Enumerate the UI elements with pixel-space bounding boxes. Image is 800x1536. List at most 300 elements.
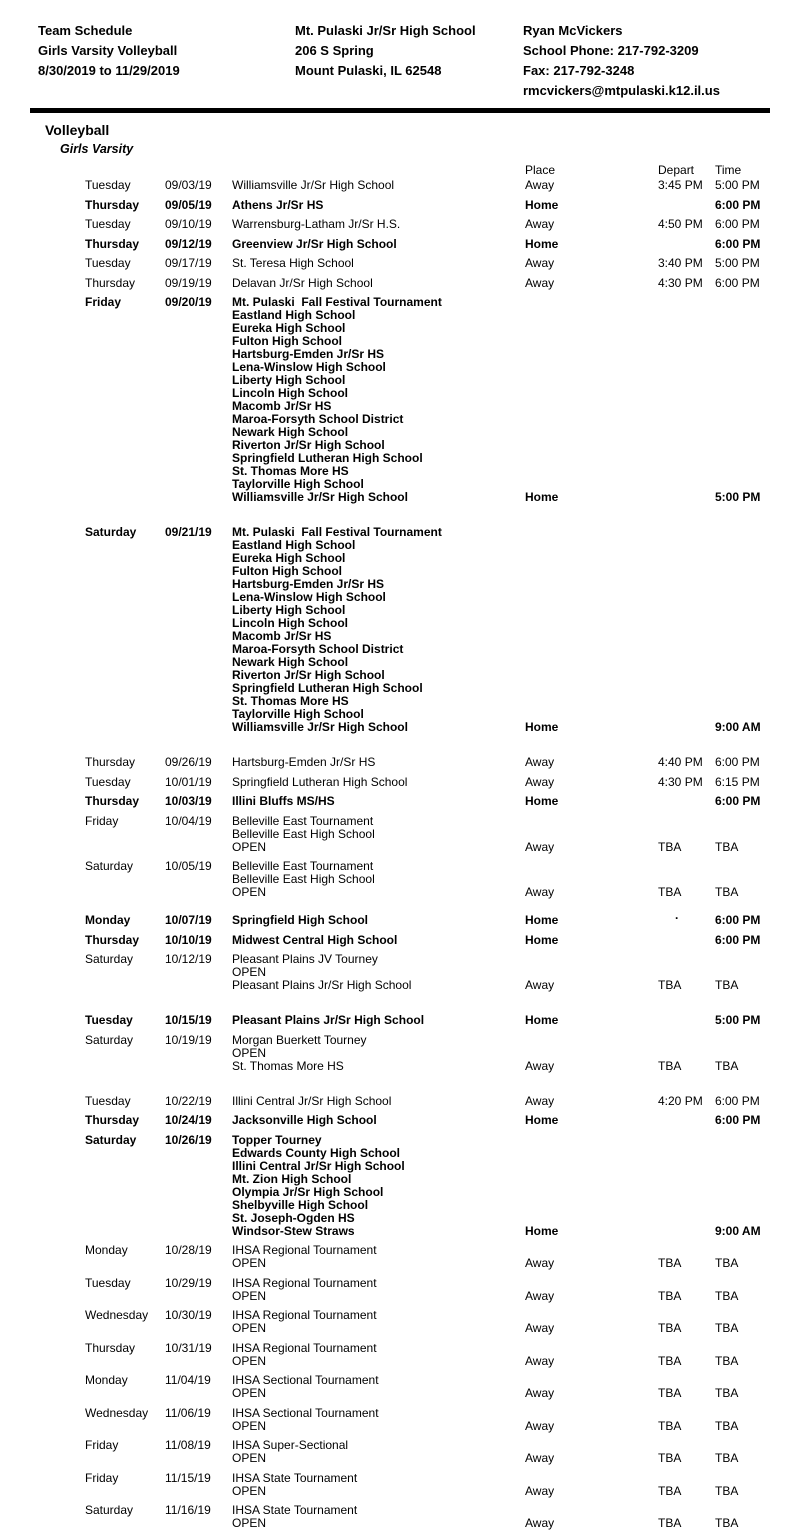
row-opponents	[232, 1114, 525, 1127]
opponent-line: Jacksonville High School	[232, 1113, 377, 1127]
opponent-line: OPEN	[232, 1386, 267, 1400]
row-opponents	[232, 1342, 525, 1368]
row-day: Thursday	[85, 275, 136, 290]
schedule-row	[85, 179, 770, 192]
schedule-row	[85, 953, 770, 992]
row-day: Monday	[85, 913, 131, 927]
schedule-row	[85, 795, 770, 808]
row-place: Away	[525, 275, 555, 290]
opponent-line: IHSA Regional Tournament	[232, 1243, 377, 1257]
row-opponents	[232, 934, 525, 947]
opponent-line: Eureka High School	[232, 551, 346, 565]
opponent-line: Springfield Lutheran High School	[232, 451, 423, 465]
row-place: Away	[525, 1321, 555, 1335]
opponent-line: Topper Tourney	[232, 1132, 322, 1147]
row-opponents	[232, 815, 525, 854]
opponent-line: OPEN	[232, 1516, 267, 1530]
row-time: 9:00 AM	[715, 720, 761, 734]
row-depart: TBA	[658, 1353, 682, 1368]
row-depart: 3:45 PM	[658, 178, 703, 192]
schedule-row	[85, 526, 770, 734]
row-day: Tuesday	[85, 1093, 131, 1108]
row-opponents	[232, 526, 525, 734]
opponent-line: Williamsville Jr/Sr High School	[232, 720, 408, 734]
opponent-line: Springfield Lutheran High School	[232, 774, 408, 789]
opponent-line: Illini Central Jr/Sr High School	[232, 1093, 392, 1108]
row-opponents	[232, 1504, 525, 1530]
row-date: 10/31/19	[165, 1340, 212, 1355]
opponent-line: Eureka High School	[232, 321, 346, 335]
schedule-row	[85, 257, 770, 270]
opponent-line: IHSA Regional Tournament	[232, 1308, 377, 1322]
row-time: 6:00 PM	[715, 236, 761, 251]
row-place: Home	[525, 794, 559, 808]
schedule-row	[85, 1342, 770, 1368]
row-date: 11/15/19	[165, 1470, 211, 1485]
opponent-line: Edwards County High School	[232, 1145, 401, 1160]
row-day: Saturday	[85, 859, 134, 873]
row-day: Saturday	[85, 1503, 134, 1517]
row-day: Thursday	[85, 236, 140, 251]
row-day: Tuesday	[85, 774, 131, 789]
row-place: Away	[525, 1386, 555, 1400]
opponent-line: Belleville East Tournament	[232, 813, 374, 828]
row-day: Tuesday	[85, 256, 131, 270]
opponent-line: Pleasant Plains Jr/Sr High School	[232, 1013, 425, 1027]
row-day: Thursday	[85, 794, 140, 808]
opponent-line: OPEN	[232, 1288, 267, 1303]
row-time: 6:00 PM	[715, 275, 760, 290]
schedule-row	[85, 1407, 770, 1433]
opponent-line: Lincoln High School	[232, 386, 348, 400]
schedule-table	[0, 164, 800, 1530]
row-depart: TBA	[658, 978, 682, 992]
opponent-line: Olympia Jr/Sr High School	[232, 1184, 384, 1199]
schedule-row	[85, 296, 770, 504]
opponent-line: IHSA Sectional Tournament	[232, 1405, 379, 1420]
schedule-row	[85, 1114, 770, 1127]
row-day: Tuesday	[85, 178, 131, 192]
schedule-row	[85, 908, 770, 927]
opponent-line: Hartsburg-Emden Jr/Sr HS	[232, 755, 376, 769]
schedule-row	[85, 1277, 770, 1303]
row-date: 10/29/19	[165, 1275, 212, 1290]
row-place: Away	[525, 1288, 555, 1303]
row-date: 09/10/19	[165, 217, 212, 231]
contact-fax: Fax: 217-792-3248	[523, 63, 635, 78]
row-day: Saturday	[85, 1132, 137, 1147]
row-depart: TBA	[658, 1483, 682, 1498]
row-date: 09/19/19	[165, 275, 212, 290]
opponent-line: Maroa-Forsyth School District	[232, 412, 404, 426]
opponent-line: Midwest Central High School	[232, 932, 398, 947]
schedule-row	[85, 199, 770, 212]
row-place: Home	[525, 236, 559, 251]
opponent-line: Newark High School	[232, 655, 349, 669]
row-time: 9:00 AM	[715, 1223, 761, 1238]
schedule-row	[85, 1309, 770, 1335]
opponent-line: Warrensburg-Latham Jr/Sr H.S.	[232, 217, 401, 231]
row-place: Home	[525, 1223, 559, 1238]
row-day: Saturday	[85, 525, 137, 539]
row-place: Away	[525, 178, 555, 192]
opponent-line: Lincoln High School	[232, 616, 348, 630]
row-place: Away	[525, 1483, 555, 1498]
row-day: Monday	[85, 1243, 128, 1257]
row-depart: 4:40 PM	[658, 755, 703, 769]
opponent-line: Belleville East High School	[232, 872, 375, 886]
row-place: Away	[525, 755, 555, 769]
opponent-line: Delavan Jr/Sr High School	[232, 275, 373, 290]
row-date: 11/04/19	[165, 1373, 211, 1387]
row-date: 10/28/19	[165, 1243, 212, 1257]
schedule-row	[85, 934, 770, 947]
row-opponents	[232, 1407, 525, 1433]
opponent-line: Lena-Winslow High School	[232, 590, 386, 604]
row-date: 11/08/19	[165, 1438, 211, 1452]
row-date: 10/26/19	[165, 1132, 212, 1147]
row-depart: TBA	[658, 1058, 682, 1073]
row-time: 6:00 PM	[715, 217, 760, 231]
row-day: Thursday	[85, 932, 140, 947]
row-place: Away	[525, 217, 555, 231]
row-day: Saturday	[85, 952, 134, 966]
row-day: Thursday	[85, 1340, 136, 1355]
schedule-row	[85, 1504, 770, 1530]
opponent-line: Windsor-Stew Straws	[232, 1223, 355, 1238]
row-place: Away	[525, 1451, 555, 1465]
opponent-line: OPEN	[232, 965, 267, 979]
row-date: 10/24/19	[165, 1113, 212, 1127]
row-time: 6:00 PM	[715, 794, 761, 808]
row-depart: 4:30 PM	[658, 774, 703, 789]
opponent-line: Williamsville Jr/Sr High School	[232, 178, 395, 192]
opponent-line: Belleville East Tournament	[232, 859, 374, 873]
opponent-line: IHSA Sectional Tournament	[232, 1373, 379, 1387]
row-opponents	[232, 1014, 525, 1027]
school-address-block	[295, 21, 523, 101]
opponent-line: IHSA Regional Tournament	[232, 1340, 377, 1355]
row-opponents	[232, 238, 525, 251]
row-time: TBA	[715, 1386, 739, 1400]
row-date: 10/22/19	[165, 1093, 212, 1108]
row-date: 10/10/19	[165, 932, 212, 947]
opponent-line: Pleasant Plains Jr/Sr High School	[232, 978, 412, 992]
opponent-line: OPEN	[232, 1483, 267, 1498]
opponent-line: Springfield Lutheran High School	[232, 681, 423, 695]
row-opponents	[232, 1095, 525, 1108]
contact-name: Ryan McVickers	[523, 23, 623, 38]
row-depart: .	[675, 908, 679, 922]
row-opponents	[232, 1034, 525, 1073]
opponent-line: Maroa-Forsyth School District	[232, 642, 404, 656]
opponent-line: Hartsburg-Emden Jr/Sr HS	[232, 347, 385, 361]
schedule-row	[85, 1244, 770, 1270]
opponent-line: Lena-Winslow High School	[232, 360, 386, 374]
schedule-row	[85, 218, 770, 231]
row-opponents	[232, 1472, 525, 1498]
row-opponents	[232, 860, 525, 899]
opponent-line: IHSA State Tournament	[232, 1503, 358, 1517]
opponent-line: OPEN	[232, 1321, 267, 1335]
row-day: Thursday	[85, 755, 136, 769]
row-time: TBA	[715, 1418, 739, 1433]
opponent-line: Williamsville Jr/Sr High School	[232, 490, 408, 504]
school-city: Mount Pulaski, IL 62548	[295, 63, 442, 78]
row-depart: TBA	[658, 885, 682, 899]
row-opponents	[232, 1374, 525, 1400]
opponent-line: Macomb Jr/Sr HS	[232, 399, 332, 413]
row-day: Saturday	[85, 1032, 134, 1047]
opponent-line: Eastland High School	[232, 538, 356, 552]
row-day: Friday	[85, 1470, 119, 1485]
row-place: Away	[525, 1058, 555, 1073]
opponent-line: Taylorville High School	[232, 707, 364, 721]
row-depart: 4:20 PM	[658, 1093, 703, 1108]
row-date: 09/03/19	[165, 178, 212, 192]
row-place: Home	[525, 913, 559, 927]
row-place: Away	[525, 1353, 555, 1368]
row-date: 11/06/19	[165, 1405, 211, 1420]
opponent-line: OPEN	[232, 1451, 267, 1465]
row-time: TBA	[715, 1321, 739, 1335]
row-place: Home	[525, 1013, 559, 1027]
opponent-line: Liberty High School	[232, 373, 346, 387]
row-place: Away	[525, 1256, 555, 1270]
row-depart: 4:50 PM	[658, 217, 703, 231]
opponent-line: Illini Bluffs MS/HS	[232, 794, 335, 808]
opponent-line: St. Teresa High School	[232, 256, 354, 270]
row-opponents	[232, 218, 525, 231]
row-day: Friday	[85, 1438, 119, 1452]
row-day: Wednesday	[85, 1308, 149, 1322]
opponent-line: St. Thomas More HS	[232, 464, 349, 478]
row-opponents	[232, 179, 525, 192]
sport-title: Volleyball	[45, 122, 110, 138]
row-place: Home	[525, 720, 559, 734]
row-opponents	[232, 1277, 525, 1303]
row-place: Home	[525, 1113, 559, 1127]
row-depart: TBA	[658, 1418, 682, 1433]
row-time: 5:00 PM	[715, 178, 760, 192]
opponent-line: OPEN	[232, 885, 267, 899]
opponent-line: Liberty High School	[232, 603, 346, 617]
row-day: Friday	[85, 295, 122, 309]
opponent-line: IHSA Regional Tournament	[232, 1275, 377, 1290]
opponent-line: St. Thomas More HS	[232, 694, 349, 708]
row-opponents	[232, 296, 525, 504]
opponent-line: Springfield High School	[232, 913, 368, 927]
opponent-line: OPEN	[232, 1353, 267, 1368]
row-time: TBA	[715, 1353, 739, 1368]
team-subtitle: Girls Varsity	[60, 142, 134, 156]
column-headers	[85, 164, 770, 177]
row-place: Away	[525, 256, 555, 270]
opponent-line: Mt. Zion High School	[232, 1171, 352, 1186]
row-date: 10/15/19	[165, 1013, 212, 1027]
row-opponents	[232, 277, 525, 290]
row-date: 10/12/19	[165, 952, 212, 966]
row-depart: TBA	[658, 1321, 682, 1335]
contact-email: rmcvickers@mtpulaski.k12.il.us	[523, 83, 720, 98]
row-time: TBA	[715, 885, 739, 899]
contact-block	[523, 21, 800, 101]
row-place: Home	[525, 932, 559, 947]
row-date: 11/16/19	[165, 1503, 211, 1517]
opponent-line: Macomb Jr/Sr HS	[232, 629, 332, 643]
row-date: 10/07/19	[165, 913, 212, 927]
row-depart: TBA	[658, 1256, 682, 1270]
opponent-line: Taylorville High School	[232, 477, 364, 491]
row-place: Home	[525, 197, 559, 212]
row-date: 09/20/19	[165, 295, 212, 309]
schedule-row	[85, 1034, 770, 1073]
report-team: Girls Varsity Volleyball	[38, 43, 178, 58]
row-depart: TBA	[658, 1288, 682, 1303]
row-date: 10/30/19	[165, 1308, 212, 1322]
row-date: 10/03/19	[165, 794, 212, 808]
schedule-rows	[0, 179, 800, 1530]
schedule-row	[85, 1095, 770, 1108]
opponent-line: IHSA Super-Sectional	[232, 1438, 349, 1452]
row-place: Away	[525, 885, 555, 899]
row-opponents	[232, 1134, 525, 1238]
row-place: Away	[525, 1418, 555, 1433]
row-date: 09/26/19	[165, 755, 212, 769]
schedule-row	[85, 860, 770, 899]
row-time: TBA	[715, 1256, 739, 1270]
row-place: Away	[525, 774, 555, 789]
row-depart: 3:40 PM	[658, 256, 703, 270]
report-title: Team Schedule	[38, 23, 133, 38]
row-opponents	[232, 1309, 525, 1335]
row-place: Away	[525, 1516, 555, 1530]
opponent-line: Athens Jr/Sr HS	[232, 197, 324, 212]
row-opponents	[232, 776, 525, 789]
row-day: Wednesday	[85, 1405, 149, 1420]
row-place: Away	[525, 978, 555, 992]
row-date: 09/21/19	[165, 525, 212, 539]
row-opponents	[232, 795, 525, 808]
row-time: TBA	[715, 978, 739, 992]
row-date: 09/17/19	[165, 256, 212, 270]
opponent-line: OPEN	[232, 1045, 267, 1060]
schedule-row	[85, 1472, 770, 1498]
opponent-line: Morgan Buerkett Tourney	[232, 1032, 367, 1047]
schedule-row	[85, 756, 770, 769]
row-time: TBA	[715, 1483, 739, 1498]
opponent-line: Riverton Jr/Sr High School	[232, 668, 385, 682]
row-opponents	[232, 953, 525, 992]
schedule-row	[85, 1014, 770, 1027]
document-header	[0, 0, 800, 101]
row-opponents	[232, 914, 525, 927]
schedule-row	[85, 1439, 770, 1465]
schedule-row	[85, 1134, 770, 1238]
opponent-line: Fulton High School	[232, 334, 342, 348]
row-time: 6:00 PM	[715, 1113, 761, 1127]
row-depart: TBA	[658, 1386, 682, 1400]
opponent-line: Mt. Pulaski Fall Festival Tournament	[232, 525, 442, 539]
school-street: 206 S Spring	[295, 43, 374, 58]
schedule-row	[85, 815, 770, 854]
row-time: TBA	[715, 1288, 739, 1303]
schedule-row	[85, 1374, 770, 1400]
opponent-line: Hartsburg-Emden Jr/Sr HS	[232, 577, 385, 591]
row-date: 10/01/19	[165, 774, 212, 789]
row-opponents	[232, 257, 525, 270]
row-opponents	[232, 756, 525, 769]
row-day: Monday	[85, 1373, 128, 1387]
row-opponents	[232, 1439, 525, 1465]
row-time: 5:00 PM	[715, 490, 761, 504]
opponent-line: Newark High School	[232, 425, 349, 439]
row-date: 10/19/19	[165, 1032, 212, 1047]
opponent-line: St. Joseph-Ogden HS	[232, 1210, 355, 1225]
row-time: 6:00 PM	[715, 197, 761, 212]
opponent-line: Illini Central Jr/Sr High School	[232, 1158, 405, 1173]
row-place: Away	[525, 1093, 555, 1108]
opponent-line: Riverton Jr/Sr High School	[232, 438, 385, 452]
row-time: 5:00 PM	[715, 256, 760, 270]
schedule-row	[85, 277, 770, 290]
column-header-depart: Depart	[658, 163, 695, 177]
row-depart: TBA	[658, 839, 682, 854]
row-time: TBA	[715, 1516, 739, 1530]
contact-phone: School Phone: 217-792-3209	[523, 43, 699, 58]
row-day: Tuesday	[85, 217, 131, 231]
opponent-line: OPEN	[232, 839, 267, 854]
opponent-line: Mt. Pulaski Fall Festival Tournament	[232, 295, 442, 309]
row-opponents	[232, 1244, 525, 1270]
row-date: 10/04/19	[165, 813, 212, 828]
row-day: Tuesday	[85, 1275, 131, 1290]
row-time: 5:00 PM	[715, 1013, 761, 1027]
row-time: 6:00 PM	[715, 932, 761, 947]
row-time: 6:00 PM	[715, 913, 761, 927]
opponent-line: Pleasant Plains JV Tourney	[232, 952, 378, 966]
school-name: Mt. Pulaski Jr/Sr High School	[295, 23, 476, 38]
opponent-line: Shelbyville High School	[232, 1197, 369, 1212]
column-header-place: Place	[525, 163, 556, 177]
row-day: Tuesday	[85, 1013, 133, 1027]
row-time: 6:00 PM	[715, 1093, 760, 1108]
row-time: 6:15 PM	[715, 774, 760, 789]
row-date: 10/05/19	[165, 859, 212, 873]
row-depart: 4:30 PM	[658, 275, 703, 290]
row-day: Thursday	[85, 1113, 140, 1127]
opponent-line: Fulton High School	[232, 564, 342, 578]
schedule-row	[85, 238, 770, 251]
row-day: Thursday	[85, 197, 140, 212]
row-time: 6:00 PM	[715, 755, 760, 769]
row-time: TBA	[715, 1058, 739, 1073]
opponent-line: IHSA State Tournament	[232, 1470, 358, 1485]
row-depart: TBA	[658, 1516, 682, 1530]
opponent-line: Eastland High School	[232, 308, 356, 322]
opponent-line: Belleville East High School	[232, 826, 375, 841]
row-day: Friday	[85, 813, 119, 828]
column-header-time: Time	[715, 163, 742, 177]
double-rule-divider	[30, 108, 770, 113]
row-date: 09/05/19	[165, 197, 212, 212]
row-opponents	[232, 199, 525, 212]
report-date-range: 8/30/2019 to 11/29/2019	[38, 63, 180, 78]
schedule-row	[85, 776, 770, 789]
row-time: TBA	[715, 839, 739, 854]
opponent-line: St. Thomas More HS	[232, 1058, 344, 1073]
report-title-block	[38, 21, 295, 101]
